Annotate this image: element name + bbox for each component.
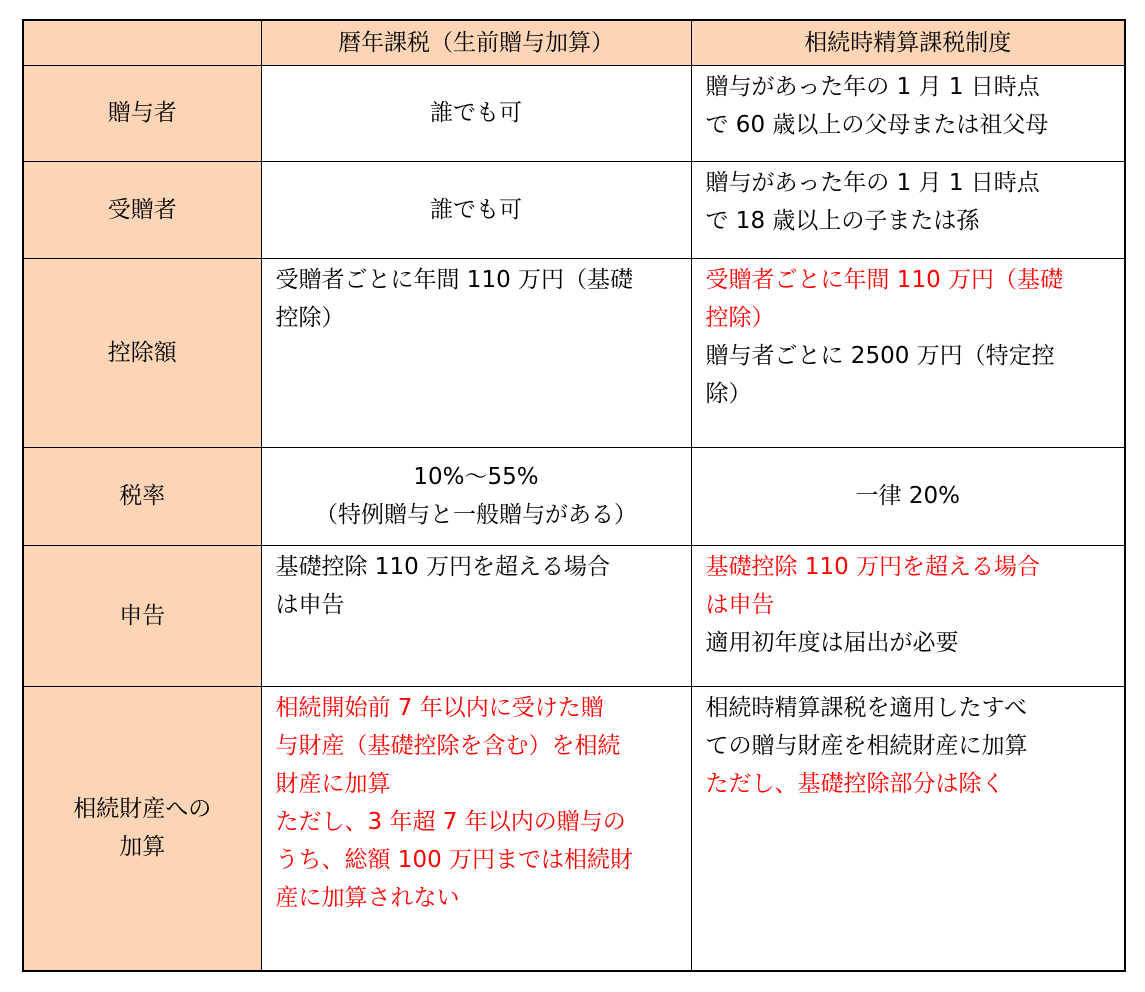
cell-settlement	[691, 686, 1125, 971]
cell-line: 適用初年度は届出が必要	[705, 629, 959, 656]
cell-line: 贈与があった年の 1 月 1 日時点	[705, 73, 1040, 100]
row-label-line: 受贈者	[107, 196, 177, 223]
cell-line-highlight: 基礎控除 110 万円を超える場合	[705, 553, 1041, 580]
table-row	[23, 258, 1125, 447]
cell-line: ての贈与財産を相続財産に加算	[705, 732, 1028, 759]
cell-line: で 18 歳以上の子または孫	[705, 207, 980, 234]
row-label-deduction	[23, 258, 261, 447]
row-label-recipient	[23, 161, 261, 258]
cell-settlement	[691, 545, 1125, 686]
cell-line: 誰でも可	[430, 196, 522, 223]
cell-line: 控除）	[275, 304, 345, 331]
table-row	[23, 448, 1125, 545]
cell-line: で 60 歳以上の父母または祖父母	[705, 111, 1049, 138]
cell-line: は申告	[275, 591, 345, 618]
cell-line: 受贈者ごとに年間 110 万円（基礎	[275, 266, 634, 293]
cell-calendar	[261, 448, 691, 545]
cell-calendar	[261, 258, 691, 447]
cell-line: 10%～55%	[413, 464, 539, 491]
row-label-donor	[23, 65, 261, 161]
cell-settlement	[691, 65, 1125, 161]
cell-calendar	[261, 545, 691, 686]
cell-line-highlight: うち、総額 100 万円までは相続財	[275, 846, 634, 873]
row-label-line: 贈与者	[107, 100, 177, 127]
row-label-line: 税率	[119, 483, 166, 510]
cell-line-highlight: 相続開始前 7 年以内に受けた贈	[275, 694, 604, 721]
cell-calendar	[261, 65, 691, 161]
cell-line-highlight: ただし、3 年超 7 年以内の贈与の	[275, 808, 626, 835]
header-settlement-taxation: 相続時精算課税制度	[691, 20, 1125, 65]
cell-calendar	[261, 686, 691, 971]
cell-settlement	[691, 161, 1125, 258]
row-label-tax-rate	[23, 448, 261, 545]
row-label-line: 申告	[119, 602, 166, 629]
table-row	[23, 65, 1125, 161]
cell-line-highlight: 財産に加算	[275, 770, 391, 797]
cell-line: （特例贈与と一般贈与がある）	[315, 502, 637, 529]
cell-line: 基礎控除 110 万円を超える場合	[275, 553, 611, 580]
cell-settlement	[691, 448, 1125, 545]
table-row	[23, 161, 1125, 258]
row-label-line: 加算	[119, 834, 166, 861]
cell-calendar	[261, 161, 691, 258]
cell-line: 贈与者ごとに 2500 万円（特定控	[705, 342, 1055, 369]
table-row	[23, 686, 1125, 971]
header-row	[23, 20, 1125, 65]
cell-line-highlight: 受贈者ごとに年間 110 万円（基礎	[705, 266, 1064, 293]
cell-line-highlight: は申告	[705, 591, 775, 618]
comparison-table	[22, 19, 1126, 972]
cell-line-highlight: ただし、基礎控除部分は除く	[705, 770, 1005, 797]
cell-line-highlight: 控除）	[705, 304, 775, 331]
header-calendar-year-taxation: 暦年課税（生前贈与加算）	[261, 20, 691, 65]
cell-line: 誰でも可	[430, 100, 522, 127]
cell-line: 贈与があった年の 1 月 1 日時点	[705, 169, 1040, 196]
cell-line-highlight: 与財産（基礎控除を含む）を相続	[275, 732, 621, 759]
header-empty-cell	[23, 20, 261, 65]
cell-line: 除）	[705, 380, 752, 407]
row-label-line: 控除額	[107, 340, 177, 367]
cell-line-highlight: 産に加算されない	[275, 884, 460, 911]
cell-settlement	[691, 258, 1125, 447]
table-row	[23, 545, 1125, 686]
cell-line: 一律 20%	[855, 483, 960, 510]
row-label-line: 相続財産への	[73, 796, 212, 823]
cell-line: 相続時精算課税を適用したすべ	[705, 694, 1028, 721]
row-label-filing	[23, 545, 261, 686]
row-label-inheritance-addition	[23, 686, 261, 971]
